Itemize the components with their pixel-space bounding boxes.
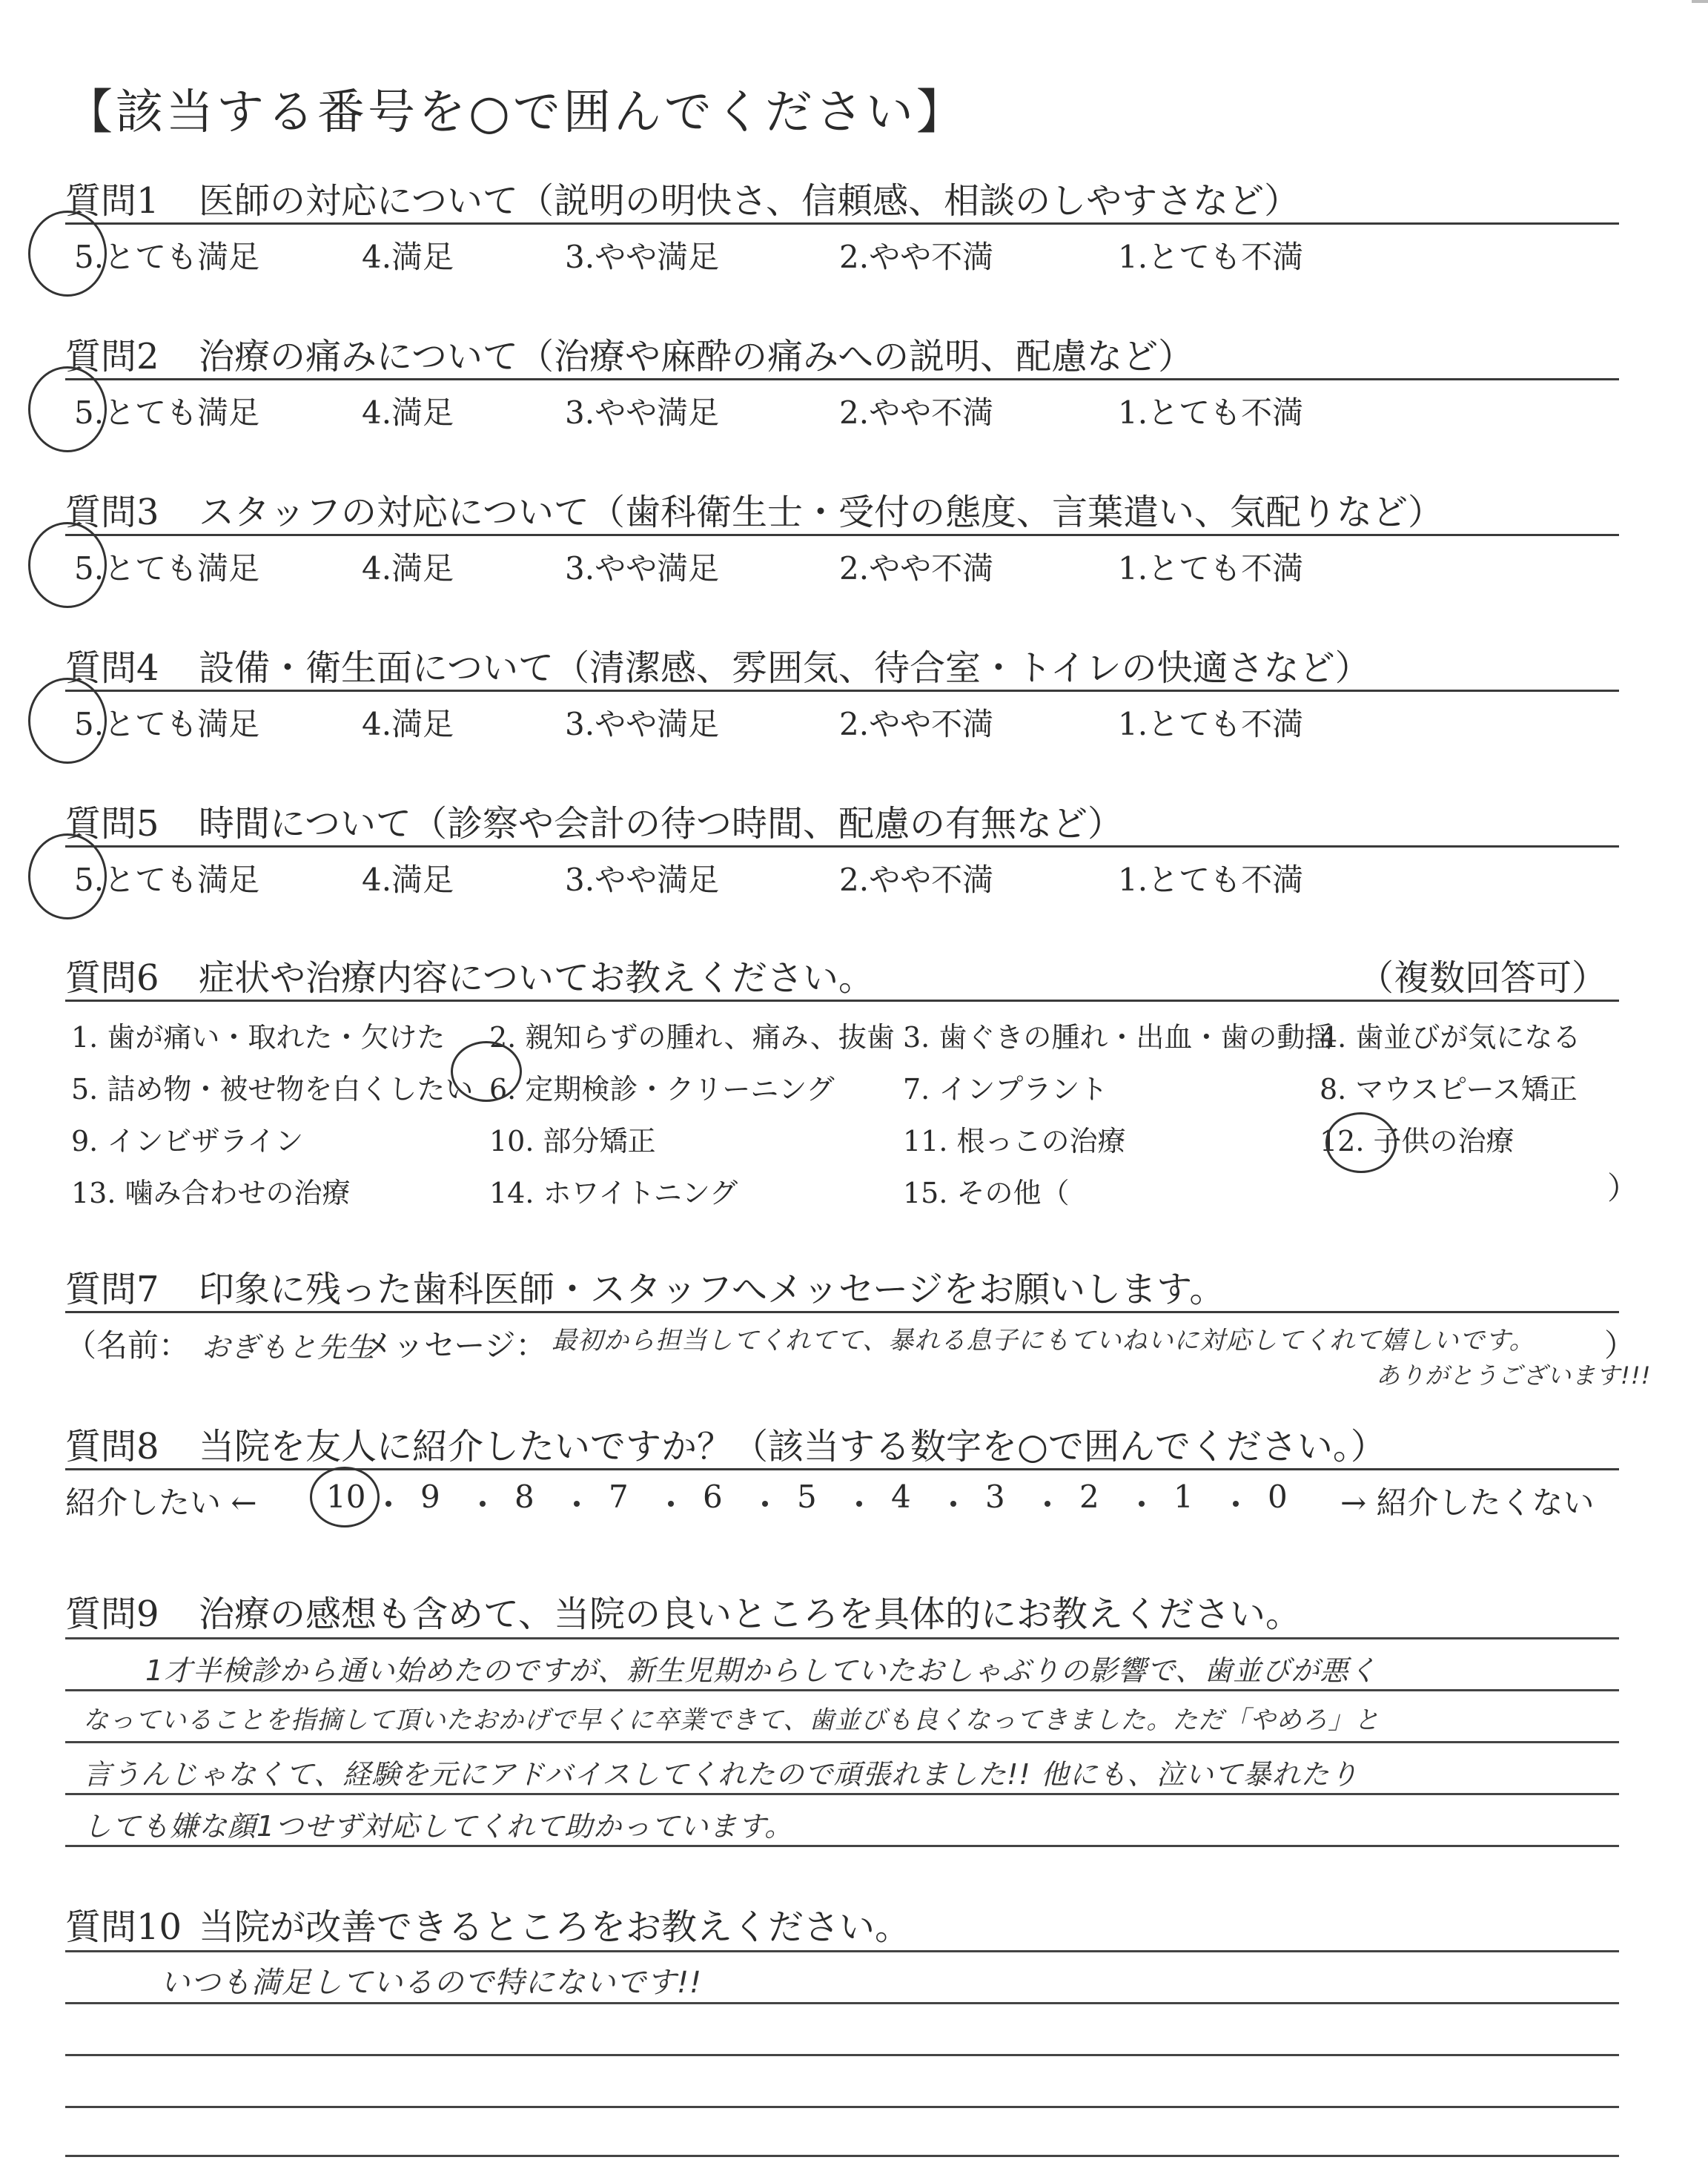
q10-line [65, 2155, 1619, 2157]
q1-text: 医師の対応について（説明の明快さ、信頼感、相談のしやすさなど） [199, 180, 1300, 222]
q8-scale-dot [762, 1501, 768, 1507]
q10-line [65, 2106, 1619, 2108]
q8-text: 当院を友人に紹介したいですか？（該当する数字を○で囲んでください。） [199, 1426, 1386, 1467]
q7-close-paren: ） [1604, 1327, 1636, 1364]
q8-scale-7[interactable]: 7 [609, 1479, 629, 1515]
q6-close-paren: ） [1607, 1170, 1639, 1206]
q6-option-5[interactable]: 5. 詰め物・被せ物を白くしたい [71, 1073, 474, 1106]
q8-scale-8[interactable]: 8 [514, 1479, 534, 1515]
q8-scale-dot [574, 1501, 580, 1507]
q1-option-1[interactable]: 1.とても不満 [1118, 239, 1304, 275]
q6-option-9[interactable]: 9. インビザライン [71, 1125, 304, 1157]
q8-scale-4[interactable]: 4 [891, 1479, 911, 1515]
q6-option-10[interactable]: 10. 部分矯正 [489, 1125, 656, 1157]
q6-option-12-circle [1325, 1112, 1397, 1173]
q4-option-4[interactable]: 4.満足 [362, 706, 454, 742]
q8-scale-dot [480, 1501, 486, 1507]
q8-scale-dot [385, 1501, 391, 1507]
q5-option-5[interactable]: 5.とても満足 [74, 862, 260, 898]
q6-option-3[interactable]: 3. 歯ぐきの腫れ・出血・歯の動揺 [903, 1021, 1334, 1054]
q3-option-1[interactable]: 1.とても不満 [1118, 550, 1304, 587]
q5-option-4[interactable]: 4.満足 [362, 862, 454, 898]
q8-scale-dot [856, 1501, 862, 1507]
q4-option-1[interactable]: 1.とても不満 [1118, 706, 1304, 742]
q2-option-1[interactable]: 1.とても不満 [1118, 394, 1304, 431]
q6-option-6[interactable]: 6. 定期検診・クリーニング [489, 1073, 835, 1106]
q9-answer-line: 言うんじゃなくて、経験を元にアドバイスしてくれたので頑張れました!! 他にも、泣いて暴れたり [83, 1758, 1359, 1791]
q8-left-label: 紹介したい ← [65, 1484, 257, 1521]
q7-message-value: 最初から担当してくれてて、暴れる息子にもていねいに対応してくれて嬉しいです。 [552, 1326, 1535, 1355]
q9-line [65, 1845, 1619, 1847]
q5-option-2[interactable]: 2.やや不満 [839, 862, 994, 898]
q1-option-2[interactable]: 2.やや不満 [839, 239, 994, 275]
q9-answer-line: しても嫌な顔1つせず対応してくれて助かっています。 [83, 1810, 794, 1843]
q7-text: 印象に残った歯科医師・スタッフへメッセージをお願いします。 [199, 1269, 1225, 1310]
q7-message-label: メッセージ： [362, 1327, 547, 1364]
q6-option-14[interactable]: 14. ホワイトニング [489, 1177, 738, 1209]
q6-option-2[interactable]: 2. 親知らずの腫れ、痛み、抜歯 [489, 1021, 895, 1054]
q6-option-8[interactable]: 8. マウスピース矯正 [1320, 1073, 1578, 1106]
q5-rule [65, 845, 1619, 848]
q3-text: スタッフの対応について（歯科衛生士・受付の態度、言葉遣い、気配りなど） [199, 492, 1444, 533]
q5-selected-circle [28, 833, 107, 919]
q6-option-6-circle [451, 1041, 522, 1102]
q1-label: 質問1 [65, 180, 159, 222]
q4-option-5[interactable]: 5.とても満足 [74, 706, 260, 742]
q7-name-value: おぎもと先生 [202, 1331, 376, 1364]
q9-text: 治療の感想も含めて、当院の良いところを具体的にお教えください。 [199, 1593, 1302, 1635]
q8-scale-6[interactable]: 6 [703, 1479, 723, 1515]
q9-label: 質問9 [65, 1593, 159, 1635]
q1-option-4[interactable]: 4.満足 [362, 239, 454, 275]
q4-rule [65, 690, 1619, 692]
q6-option-7[interactable]: 7. インプラント [903, 1073, 1108, 1106]
q3-selected-circle [28, 522, 107, 608]
q8-right-label: → 紹介したくない [1340, 1484, 1595, 1521]
q2-option-2[interactable]: 2.やや不満 [839, 394, 994, 431]
q10-line [65, 2002, 1619, 2004]
q7-label: 質問7 [65, 1269, 159, 1310]
q5-option-1[interactable]: 1.とても不満 [1118, 862, 1304, 898]
q10-label: 質問10 [65, 1906, 182, 1948]
q6-option-4[interactable]: 4. 歯並びが気になる [1320, 1021, 1581, 1054]
q8-selected-circle [310, 1467, 380, 1527]
q6-option-11[interactable]: 11. 根っこの治療 [903, 1125, 1126, 1157]
q4-option-2[interactable]: 2.やや不満 [839, 706, 994, 742]
q6-option-1[interactable]: 1. 歯が痛い・取れた・欠けた [71, 1021, 446, 1054]
q1-selected-circle [28, 211, 107, 297]
q4-label: 質問4 [65, 647, 159, 689]
q1-option-3[interactable]: 3.やや満足 [565, 239, 720, 275]
page-title: 【該当する番号を○で囲んでください】 [65, 85, 967, 140]
q7-name-label: （名前： [65, 1327, 191, 1364]
q3-option-2[interactable]: 2.やや不満 [839, 550, 994, 587]
q8-scale-3[interactable]: 3 [985, 1479, 1005, 1515]
q4-selected-circle [28, 678, 107, 764]
q8-scale-dot [668, 1501, 674, 1507]
q3-option-5[interactable]: 5.とても満足 [74, 550, 260, 587]
q3-option-4[interactable]: 4.満足 [362, 550, 454, 587]
q2-rule [65, 378, 1619, 380]
q2-option-4[interactable]: 4.満足 [362, 394, 454, 431]
q8-scale-dot [1139, 1501, 1145, 1507]
q10-answer-line: いつも満足しているので特にないです!! [160, 1966, 703, 2000]
q8-rule [65, 1468, 1619, 1470]
q8-scale-5[interactable]: 5 [797, 1479, 817, 1515]
q8-scale-1[interactable]: 1 [1174, 1479, 1194, 1515]
q10-text: 当院が改善できるところをお教えください。 [199, 1906, 911, 1948]
q5-option-3[interactable]: 3.やや満足 [565, 862, 720, 898]
q6-option-15[interactable]: 15. その他（ [903, 1177, 1070, 1209]
q8-label: 質問8 [65, 1426, 159, 1467]
q1-rule [65, 222, 1619, 225]
q3-option-3[interactable]: 3.やや満足 [565, 550, 720, 587]
q8-scale-dot [950, 1501, 956, 1507]
q9-line [65, 1793, 1619, 1795]
q8-scale-2[interactable]: 2 [1079, 1479, 1099, 1515]
q6-label: 質問6 [65, 957, 159, 999]
q6-option-12[interactable]: 12. 子供の治療 [1320, 1125, 1515, 1157]
q6-text: 症状や治療内容についてお教えください。 [199, 957, 875, 999]
q10-line [65, 2054, 1619, 2056]
q9-line [65, 1741, 1619, 1743]
q7-message-line2: ありがとうございます!!! [1376, 1361, 1652, 1390]
q2-option-5[interactable]: 5.とても満足 [74, 394, 260, 431]
q2-option-3[interactable]: 3.やや満足 [565, 394, 720, 431]
q4-text: 設備・衛生面について（清潔感、雰囲気、待合室・トイレの快適さなど） [199, 647, 1371, 689]
q2-label: 質問2 [65, 336, 159, 377]
q8-scale-10[interactable]: 10 [326, 1479, 366, 1515]
q9-answer-line: なっていることを指摘して頂いたおかげで早くに卒業できて、歯並びも良くなってきました。ただ「やめろ」と [83, 1705, 1380, 1735]
q5-label: 質問5 [65, 803, 159, 845]
q9-line [65, 1689, 1619, 1691]
q10-line [65, 1950, 1619, 1952]
q2-text: 治療の痛みについて（治療や麻酔の痛みへの説明、配慮など） [199, 336, 1194, 377]
q3-rule [65, 534, 1619, 536]
q4-option-3[interactable]: 3.やや満足 [565, 706, 720, 742]
q8-scale-dot [1045, 1501, 1050, 1507]
q8-scale-9[interactable]: 9 [420, 1479, 440, 1515]
corner-mark [1692, 0, 1708, 3]
q6-rule [65, 1000, 1619, 1002]
q2-selected-circle [28, 366, 107, 452]
q8-scale-dot [1233, 1501, 1239, 1507]
q6-note: （複数回答可） [1358, 957, 1608, 999]
q5-text: 時間について（診察や会計の待つ時間、配慮の有無など） [199, 803, 1124, 845]
q6-option-13[interactable]: 13. 噛み合わせの治療 [71, 1177, 351, 1209]
q9-answer-line: 1才半検診から通い始めたのですが、新生児期からしていたおしゃぶりの影響で、歯並びが悪く [145, 1654, 1378, 1687]
q8-scale-0[interactable]: 0 [1268, 1479, 1288, 1515]
q7-rule [65, 1311, 1619, 1313]
q9-line [65, 1637, 1619, 1639]
q3-label: 質問3 [65, 492, 159, 533]
q1-option-5[interactable]: 5.とても満足 [74, 239, 260, 275]
